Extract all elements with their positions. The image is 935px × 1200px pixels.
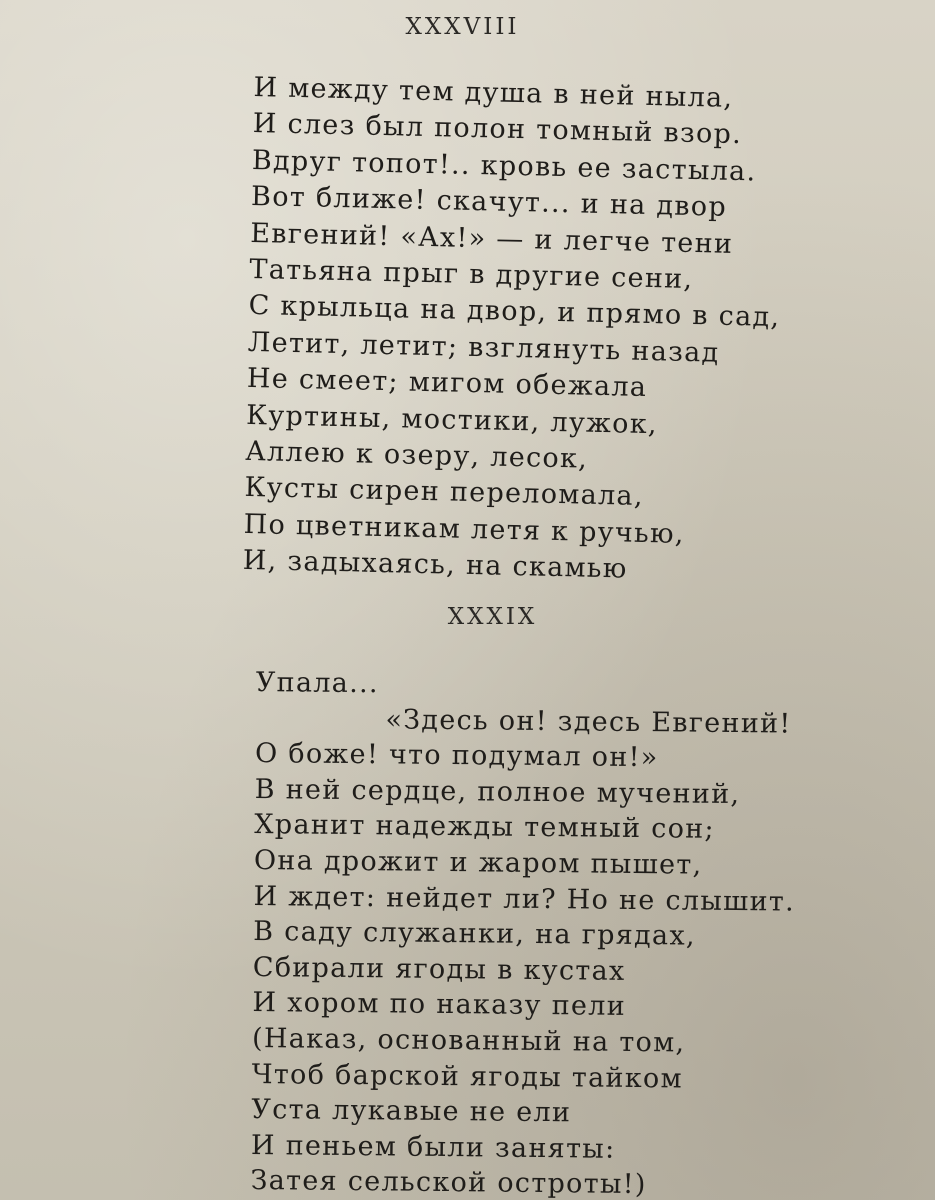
verse-line: Евгений! «Ах!» — и легче тени [249,217,734,260]
verse-line: И между тем душа в ней ныла, [253,71,734,114]
verse-line: Вдруг топот!.. кровь ее застыла. [251,144,757,188]
verse-line: Вот ближе! скачут... и на двор [250,181,728,223]
verse-line: Она дрожит и жаром пышет, [253,844,703,881]
verse-line: (Наказ, основанный на том, [251,1022,686,1059]
verse-line: Татьяна прыг в другие сени, [249,253,694,296]
stanza-numeral: XXXVIII [405,14,520,40]
verse-line: Летит, летит; взглянуть назад [247,326,720,369]
verse-line: В ней сердце, полное мучений, [254,773,741,810]
verse-line: По цветникам летя к ручью, [243,508,686,550]
verse-line: Хранит надежды темный сон; [254,809,716,846]
verse-line: Не смеет; мигом обежала [246,363,648,404]
verse-line: Затея сельской остроты!) [250,1165,647,1200]
verse-line: И слез был полон томный взор. [252,108,743,151]
verse-line: С крыльца на двор, и прямо в сад, [248,290,781,334]
verse-line: О боже! что подумал он!» [254,738,659,774]
verse-line: Куртины, мостики, лужок, [245,399,659,440]
verse-line: Упала... [255,666,379,700]
stanza-xxxix [250,665,797,1200]
verse-line: Кусты сирен переломала, [244,472,645,513]
verse-line: Уста лукавые не ели [251,1094,572,1129]
verse-line-indented: «Здесь он! здесь Евгений! [385,703,792,740]
verse-line: В саду служанки, на грядах, [253,916,696,952]
verse-line: Аллею к озеру, лесок, [244,435,589,475]
stanza-xxxviii [242,70,785,592]
verse-line: И, задыхаясь, на скамью [242,545,628,585]
stanza-numeral: XXXIX [447,604,538,630]
verse-line: Сбирали ягоды в кустах [252,951,626,987]
verse-line: И пеньем были заняты: [250,1129,616,1165]
verse-line: Чтоб барской ягоды тайком [251,1058,684,1095]
verse-line: И хором по наказу пели [252,987,627,1023]
verse-line: И ждет: нейдет ли? Но не слышит. [253,880,796,918]
